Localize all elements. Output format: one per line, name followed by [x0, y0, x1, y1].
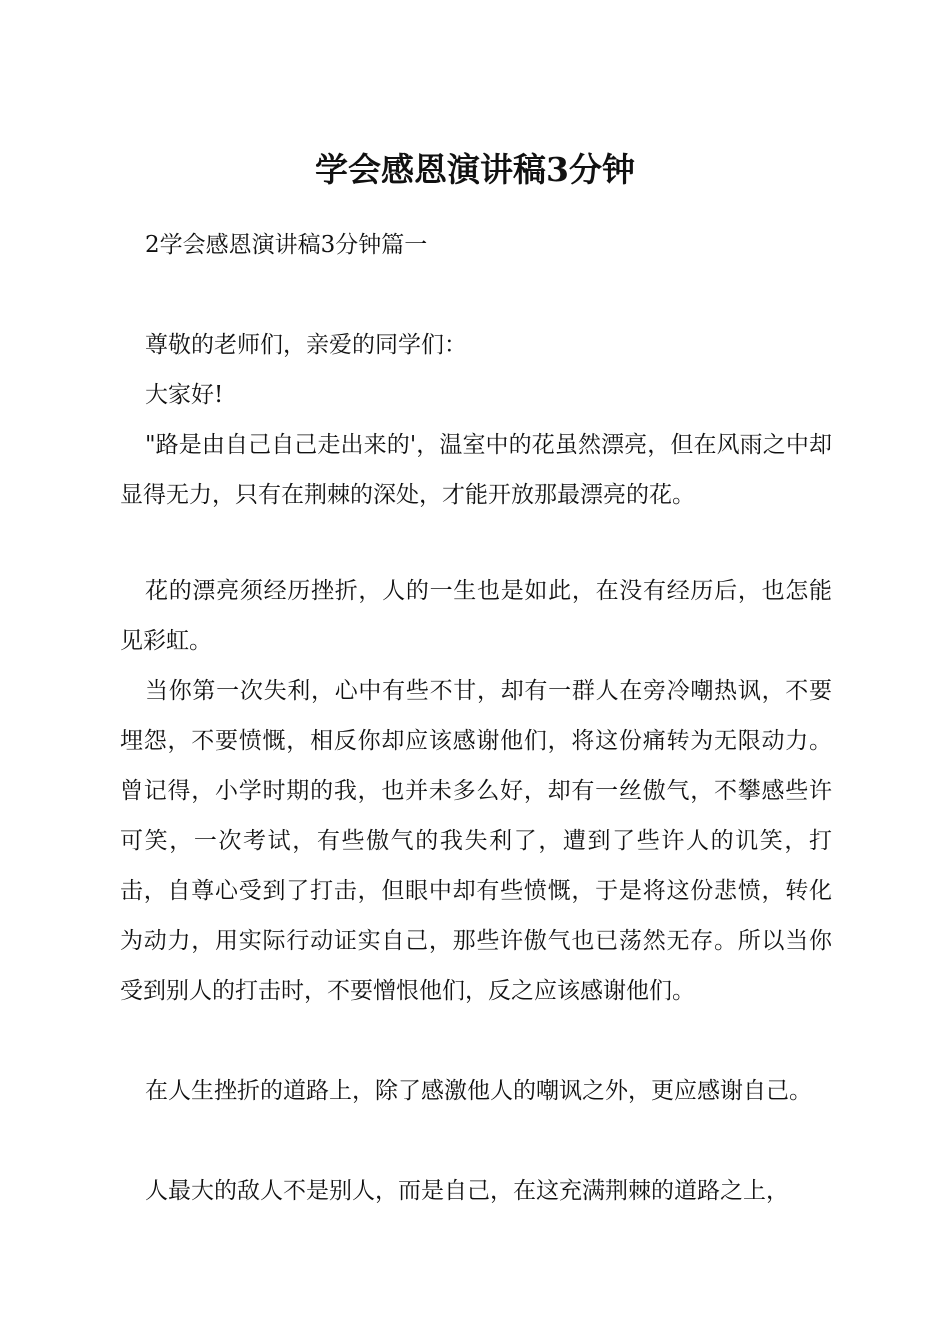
paragraph-salutation: 尊敬的老师们，亲爱的同学们：: [145, 332, 467, 358]
paragraph-body: 当你第一次失利，心中有些不甘，却有一群人在旁冷嘲热讽，不要埋怨，不要愤慨，相反你却应该感谢他们，将这份痛转为无限动力。曾记得，小学时期的我，也并未多么好，却有一丝傲气，不攀感些许可笑，一次考试，有些傲气的我失利了，遭到了些许人的讥笑，打击，自尊心受到了打击，但眼中却有些愤慨，于是将这份悲愤，转化为动力，用实际行动证实自己，那些许傲气也已荡然无存。所以当你受到别人的打击时，不要憎恨他们，反之应该感谢他们。: [120, 678, 832, 1004]
document-subtitle: 2学会感恩演讲稿3分钟篇一: [145, 232, 428, 258]
document-title: 学会感恩演讲稿3分钟: [315, 150, 635, 189]
paragraph-body: 花的漂亮须经历挫折，人的一生也是如此，在没有经历后，也怎能见彩虹。: [120, 578, 832, 654]
paragraph-body: 在人生挫折的道路上，除了感激他人的嘲讽之外，更应感谢自己。: [145, 1078, 812, 1104]
paragraph-greeting: 大家好!: [145, 382, 224, 408]
paragraph-body: "路是由自己自己走出来的'，温室中的花虽然漂亮，但在风雨之中却显得无力，只有在荆棘的深处，才能开放那最漂亮的花。: [120, 432, 832, 508]
paragraph-body: 人最大的敌人不是别人，而是自己，在这充满荆棘的道路之上，: [145, 1178, 789, 1204]
